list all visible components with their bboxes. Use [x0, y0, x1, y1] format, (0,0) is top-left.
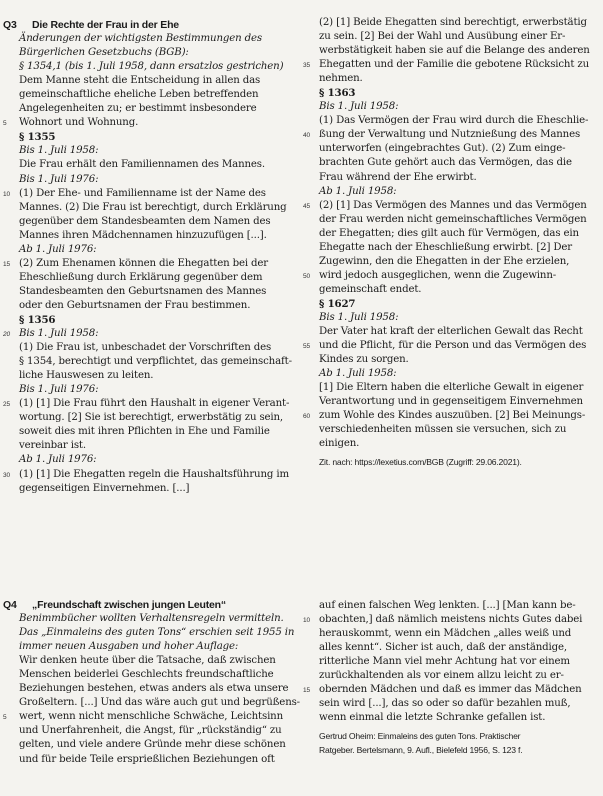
- line-text: Standesbeamten den Geburtsnamen des Mannes: [19, 285, 267, 297]
- text-line: [303, 142, 599, 156]
- q3-left-column: [3, 18, 299, 496]
- text-line: [303, 255, 599, 269]
- line-text: obachten,] daß nämlich meistens nichts Gutes dabei: [319, 614, 583, 626]
- italic-line: [3, 612, 299, 626]
- text-line: [303, 697, 599, 711]
- line-text: alles kennt“. Sicher ist auch, daß der anständige,: [319, 642, 567, 654]
- line-text: (1) [1] Die Ehegatten regeln die Haushaltsführung im: [19, 468, 289, 480]
- line-text: und die Pflicht, für die Person und das Vermögen des: [319, 340, 587, 352]
- text-line: [303, 599, 599, 613]
- text-line: [3, 696, 299, 710]
- line-text: Ab 1. Juli 1976:: [19, 243, 97, 255]
- italic-line: [3, 640, 299, 654]
- line-text: [1] Die Eltern haben die elterliche Gewalt in eigener: [319, 382, 584, 394]
- text-line: [3, 299, 299, 313]
- italic-line: [303, 185, 599, 199]
- q4-title: „Freundschaft zwischen jungen Leuten“: [32, 599, 226, 611]
- line-text: wird jedoch ausgeglichen, wenn die Zugewinn-: [319, 269, 557, 281]
- line-text: einigen.: [319, 438, 360, 450]
- line-text: Mannes ihren Mädchennamen hinzuzufügen [...].: [19, 229, 267, 241]
- line-number: 50: [303, 272, 310, 280]
- q4-right-lines: [303, 599, 599, 725]
- text-line: [303, 16, 599, 30]
- line-text: Frau während der Ehe erwirbt.: [319, 171, 477, 183]
- q4-left-column: [3, 598, 299, 767]
- text-line: [3, 257, 299, 271]
- text-line: [303, 156, 599, 170]
- line-text: Ehegatten und der Familie die gebotene Rücksicht zu: [319, 59, 590, 71]
- line-text: Bis 1. Juli 1958:: [19, 328, 99, 340]
- text-line: [303, 213, 599, 227]
- line-text: Ab 1. Juli 1976:: [19, 454, 97, 466]
- text-line: [3, 753, 299, 767]
- text-line: [303, 58, 599, 72]
- text-line: [3, 710, 299, 724]
- italic-line: [3, 626, 299, 640]
- line-text: Bis 1. Juli 1958:: [19, 145, 99, 157]
- q3-source: Zit. nach: https://lexetius.com/BGB (Zugriff: 29.06.2021).: [319, 457, 522, 468]
- line-text: (2) [1] Beide Ehegatten sind berechtigt, erwerbstätig: [319, 17, 587, 28]
- text-line: [3, 425, 299, 439]
- text-line: [303, 437, 599, 451]
- q4-left-lines: [3, 612, 299, 767]
- paragraph-heading: [303, 86, 599, 100]
- line-text: Großeltern. [...] Und das wäre auch gut und begrüßens-: [19, 697, 300, 709]
- line-text: ritterliche Mann viel mehr Achtung hat vor einem: [319, 656, 570, 668]
- line-text: Zugewinn, den die Ehegatten in der Ehe erzielen,: [319, 255, 570, 267]
- line-text: Benimmbücher wollten Verhaltensregeln vermitteln.: [19, 613, 284, 625]
- line-text: zum Wohle des Kindes auszuüben. [2] Bei Meinungs-: [319, 410, 586, 422]
- text-line: [3, 654, 299, 668]
- line-number: 15: [303, 687, 310, 695]
- text-line: [3, 341, 299, 355]
- line-text: Beziehungen bestehen, etwas anders als etwa unsere: [19, 683, 289, 695]
- text-line: [3, 116, 299, 130]
- line-number: 45: [303, 202, 310, 210]
- q3-heading: [3, 18, 299, 32]
- q4-source-line-1: Gertrud Oheim: Einmaleins des guten Tons. Praktischer: [319, 731, 521, 742]
- line-text: zurückhaltenden als vor einem allzu leicht zu er-: [319, 670, 564, 682]
- line-text: Eheschließung durch Erklärung gegenüber dem: [19, 271, 263, 283]
- text-line: [303, 655, 599, 669]
- line-text: wenn einmal die letzte Schranke gefallen ist.: [319, 712, 546, 724]
- line-text: verschiedenheiten müssen sie versuchen, sich zu: [319, 424, 567, 436]
- text-line: [3, 668, 299, 682]
- line-text: der Ehegatten; dies gilt auch für Vermögen, das ein: [319, 227, 579, 239]
- text-line: [3, 88, 299, 102]
- text-line: [303, 641, 599, 655]
- q4-number: Q4: [3, 599, 17, 611]
- line-text: wert, wenn nicht menschliche Schwäche, Leichtsinn: [19, 711, 283, 723]
- line-number: 30: [3, 471, 10, 479]
- line-text: Bis 1. Juli 1958:: [319, 101, 399, 113]
- line-text: Menschen beiderlei Geschlechts freundschaftliche: [19, 669, 274, 681]
- line-number: 25: [3, 401, 10, 409]
- text-line: [3, 468, 299, 482]
- text-line: [303, 171, 599, 185]
- text-line: [3, 229, 299, 243]
- text-line: [3, 187, 299, 201]
- line-text: Die Frau erhält den Familiennamen des Mannes.: [19, 159, 265, 171]
- line-text: liche Hauswesen zu leiten.: [19, 370, 154, 382]
- line-text: Mannes. (2) Die Frau ist berechtigt, durch Erklärung: [19, 201, 287, 213]
- line-text: gelten, und viele andere Gründe mehr diese schönen: [19, 739, 286, 751]
- italic-line: [3, 60, 299, 74]
- line-text: Dem Manne steht die Entscheidung in allen das: [19, 75, 261, 87]
- text-line: [303, 227, 599, 241]
- line-text: Wir denken heute über die Tatsache, daß zwischen: [19, 655, 276, 667]
- q4-source-line-2: Ratgeber. Bertelsmann, 9. Aufl., Bielefeld 1956, S. 123 f.: [319, 745, 523, 756]
- text-line: [3, 724, 299, 738]
- line-number: 20: [3, 331, 10, 339]
- line-text: Der Vater hat kraft der elterlichen Gewalt das Recht: [319, 326, 583, 338]
- text-line: [3, 482, 299, 496]
- line-text: ßung der Verwaltung und Nutznießung des Mannes: [319, 129, 581, 141]
- text-line: [303, 325, 599, 339]
- text-line: [303, 128, 599, 142]
- line-number: 10: [303, 617, 310, 625]
- line-text: (2) [1] Das Vermögen des Mannes und das Vermögen: [319, 199, 587, 211]
- line-number: 15: [3, 260, 10, 268]
- q3-title: Die Rechte der Frau in der Ehe: [32, 19, 179, 31]
- line-text: und für beide Teile ersprießlichen Beziehungen oft: [19, 753, 275, 765]
- text-line: [3, 201, 299, 215]
- italic-line: [3, 383, 299, 397]
- text-line: [303, 627, 599, 641]
- line-text: Bis 1. Juli 1976:: [19, 384, 99, 396]
- line-text: § 1363: [319, 87, 356, 100]
- line-number: 40: [303, 132, 310, 140]
- line-text: Wohnort und Wohnung.: [19, 117, 139, 129]
- text-line: [303, 44, 599, 58]
- line-text: (1) Der Ehe- und Familienname ist der Name des: [19, 187, 266, 199]
- italic-line: [303, 311, 599, 325]
- line-text: unterworfen (eingebrachtes Gut). (2) Zum einge-: [319, 143, 566, 155]
- line-text: (1) Das Vermögen der Frau wird durch die Eheschlie-: [319, 115, 589, 127]
- line-text: Kindes zu sorgen.: [319, 354, 409, 366]
- line-text: gemeinschaftliche eheliche Leben betreffenden: [19, 89, 259, 101]
- line-text: Ab 1. Juli 1958:: [319, 185, 397, 197]
- line-text: gegenseitigen Einvernehmen. [...]: [19, 482, 190, 494]
- line-text: (1) [1] Die Frau führt den Haushalt in eigener Verant-: [19, 398, 290, 410]
- line-text: Ab 1. Juli 1958:: [319, 368, 397, 380]
- text-line: [303, 381, 599, 395]
- italic-line: [3, 32, 299, 46]
- line-text: gegenüber dem Standesbeamten dem Namen des: [19, 215, 271, 227]
- q4-heading: [3, 598, 299, 612]
- q3-left-lines: [3, 32, 299, 496]
- line-text: immer neuen Ausgaben und hoher Auflage:: [19, 641, 239, 653]
- line-text: Änderungen der wichtigsten Bestimmungen des: [19, 33, 262, 45]
- text-line: [3, 411, 299, 425]
- text-line: [303, 353, 599, 367]
- text-line: [303, 683, 599, 697]
- line-text: § 1356: [19, 313, 56, 326]
- paragraph-heading: [303, 297, 599, 311]
- line-text: nehmen.: [319, 73, 363, 85]
- line-number: 35: [303, 62, 310, 70]
- text-line: [303, 613, 599, 627]
- italic-line: [303, 100, 599, 114]
- text-line: [303, 30, 599, 44]
- line-text: brachten Gute gehört auch das Vermögen, das die: [319, 157, 572, 169]
- line-text: Angelegenheiten zu; er bestimmt insbesondere: [19, 103, 257, 115]
- text-line: [303, 423, 599, 437]
- line-text: und Unerfahrenheit, die Angst, für „rückständig“ zu: [19, 725, 282, 737]
- italic-line: [3, 327, 299, 341]
- line-text: § 1355: [19, 131, 56, 144]
- line-text: § 1354, berechtigt und verpflichtet, das gemeinschaft-: [19, 356, 292, 368]
- line-text: sein wird [...], das so oder so dafür bezahlen muß,: [319, 698, 571, 710]
- italic-line: [3, 46, 299, 60]
- line-text: auf einen falschen Weg lenkten. [...] [Man kann be-: [319, 600, 576, 611]
- paragraph-heading: [3, 130, 299, 144]
- line-text: der Frau werden nicht gemeinschaftliches Vermögen: [319, 213, 587, 225]
- text-line: [303, 711, 599, 725]
- line-number: 60: [303, 413, 310, 421]
- text-line: [303, 283, 599, 297]
- text-line: [303, 241, 599, 255]
- text-line: [3, 285, 299, 299]
- line-text: Das „Einmaleins des guten Tons“ erschien seit 1955 in: [19, 627, 295, 639]
- line-text: obernden Mädchen und daß es immer das Mädchen: [319, 684, 582, 696]
- line-text: gemeinschaft endet.: [319, 283, 422, 295]
- text-line: [303, 269, 599, 283]
- text-line: [3, 439, 299, 453]
- text-line: [303, 669, 599, 683]
- text-line: [303, 395, 599, 409]
- text-line: [3, 215, 299, 229]
- text-line: [303, 339, 599, 353]
- line-text: Ehegatte nach der Eheschließung erwirbt. [2] Der: [319, 241, 573, 253]
- text-line: [3, 682, 299, 696]
- line-number: 10: [3, 190, 10, 198]
- italic-line: [3, 243, 299, 257]
- line-text: wortung. [2] Sie ist berechtigt, erwerbstätig zu sein,: [19, 412, 284, 424]
- italic-line: [3, 453, 299, 467]
- text-line: [303, 72, 599, 86]
- line-text: soweit dies mit ihren Pflichten in Ehe und Familie: [19, 426, 270, 438]
- italic-line: [303, 367, 599, 381]
- line-text: herauskommt, wenn ein Mädchen „alles weiß und: [319, 628, 572, 640]
- italic-line: [3, 173, 299, 187]
- text-line: [3, 102, 299, 116]
- text-line: [3, 397, 299, 411]
- line-text: Bis 1. Juli 1976:: [19, 173, 99, 185]
- line-text: (1) Die Frau ist, unbeschadet der Vorschriften des: [19, 342, 272, 354]
- line-text: Verantwortung und in gegenseitigem Einvernehmen: [319, 396, 583, 408]
- text-line: [3, 158, 299, 172]
- q3-right-lines: [303, 16, 599, 451]
- line-text: vereinbar ist.: [19, 440, 86, 452]
- paragraph-heading: [3, 313, 299, 327]
- q3-right-column: [303, 16, 599, 470]
- line-text: zu sein. [2] Bei der Wahl und Ausübung einer Er-: [319, 31, 566, 43]
- text-line: [3, 738, 299, 752]
- text-line: [303, 114, 599, 128]
- line-text: § 1627: [319, 297, 356, 310]
- line-number: 5: [3, 714, 7, 722]
- text-line: [303, 199, 599, 213]
- text-line: [303, 409, 599, 423]
- line-text: (2) Zum Ehenamen können die Ehegatten bei der: [19, 257, 269, 269]
- line-text: § 1354,1 (bis 1. Juli 1958, dann ersatzlos gestrichen): [19, 61, 284, 73]
- text-line: [3, 369, 299, 383]
- q3-number: Q3: [3, 19, 17, 31]
- line-text: Bürgerlichen Gesetzbuchs (BGB):: [19, 47, 189, 59]
- line-text: Bis 1. Juli 1958:: [319, 311, 399, 323]
- italic-line: [3, 144, 299, 158]
- text-line: [3, 355, 299, 369]
- line-text: oder den Geburtsnamen der Frau bestimmen.: [19, 299, 251, 311]
- text-line: [3, 74, 299, 88]
- line-number: 55: [303, 343, 310, 351]
- line-number: 5: [3, 120, 7, 128]
- line-text: werbstätigkeit haben sie auf die Belange des anderen: [319, 45, 590, 57]
- q4-right-column: [303, 599, 599, 758]
- text-line: [3, 271, 299, 285]
